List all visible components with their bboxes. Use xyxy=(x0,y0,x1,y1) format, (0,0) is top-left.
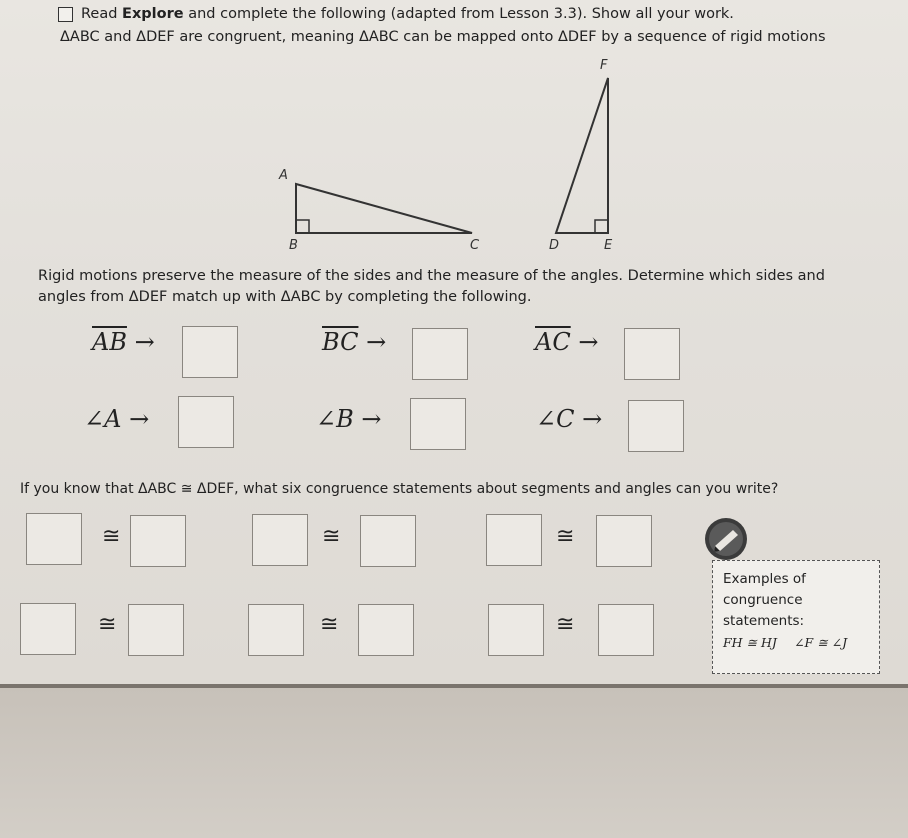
triangle-def xyxy=(556,78,608,233)
examples-statements xyxy=(723,632,869,654)
triangles-figure xyxy=(0,0,908,260)
task-text: Read Explore and complete the following (adapted from Lesson 3.3). Show all your work. xyxy=(81,6,734,22)
vertex-label-a: A xyxy=(279,168,288,183)
examples-line-1: Examples of xyxy=(723,571,806,587)
examples-line-3: statements: xyxy=(723,613,805,629)
statement-1-left-box[interactable] xyxy=(26,513,82,565)
pencil-icon xyxy=(703,516,749,562)
answer-box-angle-c[interactable] xyxy=(628,400,684,452)
statement-3-left-box[interactable] xyxy=(486,514,542,566)
statement-6-right-box[interactable] xyxy=(598,604,654,656)
right-angle-mark-e xyxy=(595,220,608,233)
statement-4-right-box[interactable] xyxy=(128,604,184,656)
vertex-label-c: C xyxy=(470,238,480,253)
congruence-symbol: ≅ xyxy=(102,524,121,549)
angle-a-label: ∠A → xyxy=(84,405,150,433)
angle-c-label: ∠C → xyxy=(536,405,603,433)
intro-text: ΔABC and ΔDEF are congruent, meaning ΔABC can be mapped onto ΔDEF by a sequence of rigid motions xyxy=(60,29,826,45)
right-angle-mark-b xyxy=(296,220,309,233)
statement-5-left-box[interactable] xyxy=(248,604,304,656)
angle-b-label: ∠B → xyxy=(316,405,382,433)
question-text: If you know that ΔABC ≅ ΔDEF, what six congruence statements about segments and angles can you write? xyxy=(20,481,779,497)
vertex-label-d: D xyxy=(549,238,560,253)
answer-box-ab[interactable] xyxy=(182,326,238,378)
statement-2-left-box[interactable] xyxy=(252,514,308,566)
vertex-label-b: B xyxy=(289,238,298,253)
statement-5-right-box[interactable] xyxy=(358,604,414,656)
examples-line-2: congruence xyxy=(723,592,803,608)
side-ac-label: $\overline{AC}$ → xyxy=(535,328,599,356)
congruence-symbol: ≅ xyxy=(98,612,117,637)
example-segment-statement: FH ≅ HJ xyxy=(723,635,777,650)
congruence-symbol: ≅ xyxy=(556,524,575,549)
answer-box-bc[interactable] xyxy=(412,328,468,380)
vertex-label-e: E xyxy=(604,238,613,253)
example-angle-statement: ∠F ≅ ∠J xyxy=(794,635,848,650)
answer-box-ac[interactable] xyxy=(624,328,680,380)
answer-box-angle-a[interactable] xyxy=(178,396,234,448)
vertex-label-f: F xyxy=(600,58,608,73)
triangle-abc xyxy=(296,184,472,233)
answer-box-angle-b[interactable] xyxy=(410,398,466,450)
congruence-symbol: ≅ xyxy=(320,612,339,637)
statement-2-right-box[interactable] xyxy=(360,515,416,567)
congruence-symbol: ≅ xyxy=(556,612,575,637)
side-bc-label: $\overline{BC}$ → xyxy=(322,328,387,356)
statement-4-left-box[interactable] xyxy=(20,603,76,655)
instructions-text: Rigid motions preserve the measure of the sides and the measure of the angles. Determine which sides and angles from ΔDEF match up with ΔABC by completing the following. xyxy=(38,268,825,305)
side-ab-label: $\overline{AB}$ → xyxy=(92,328,155,356)
examples-box xyxy=(712,560,880,674)
statement-1-right-box[interactable] xyxy=(130,515,186,567)
statement-3-right-box[interactable] xyxy=(596,515,652,567)
statement-6-left-box[interactable] xyxy=(488,604,544,656)
desk-surface xyxy=(0,688,908,838)
congruence-symbol: ≅ xyxy=(322,524,341,549)
